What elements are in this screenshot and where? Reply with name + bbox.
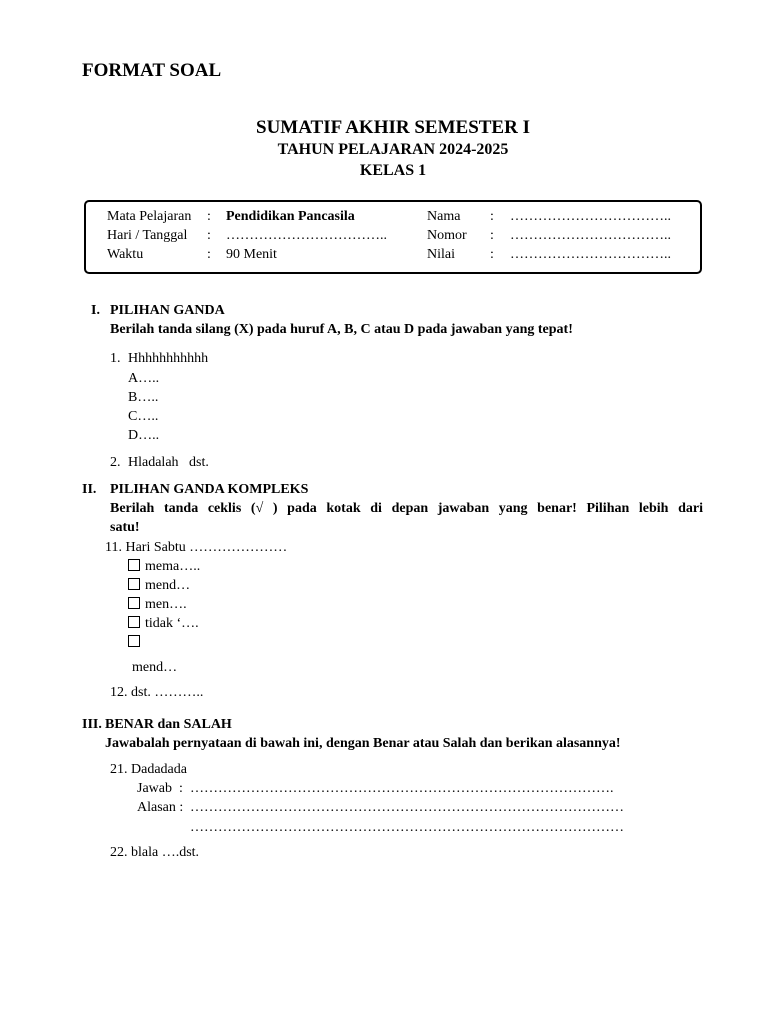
question-21: 21. Dadadada [110, 762, 187, 777]
format-title: FORMAT SOAL [82, 60, 222, 81]
section3-number: III. [82, 717, 102, 732]
jawab-answer-line[interactable]: ………………………………………………………………………………. [190, 781, 614, 796]
checkbox-option-4[interactable] [128, 616, 199, 632]
checkbox-icon[interactable] [128, 616, 140, 628]
question-22: 22. blala ….dst. [110, 845, 200, 860]
number-label: Nomor [427, 228, 467, 243]
checkbox-icon[interactable] [128, 635, 140, 647]
section1-number: I. [91, 303, 100, 318]
checkbox-option-1-label: mema….. [145, 559, 201, 574]
name-colon: : [490, 209, 494, 224]
day-field: …………………………….. [226, 228, 387, 243]
option-a: A….. [128, 371, 160, 386]
checkbox-icon[interactable] [128, 578, 140, 590]
section3-instruction: Jawabalah pernyataan di bawah ini, dengan Benar atau Salah dan berikan alasannya! [105, 736, 621, 751]
alasan-label: Alasan : [137, 800, 184, 815]
checkbox-option-3-label: men…. [145, 597, 187, 612]
question-2-text: Hladalah dst. [128, 455, 209, 470]
section2-instruction-line1: Berilah tanda ceklis (√ ) pada kotak di depan jawaban yang benar! Pilihan lebih dari [110, 501, 703, 516]
day-label: Hari / Tanggal [107, 228, 188, 243]
checkbox-option-2-label: mend… [145, 578, 191, 593]
question-2-number: 2. [110, 455, 121, 470]
question-1-text: Hhhhhhhhhhh [128, 351, 209, 366]
question-12: 12. dst. ……….. [110, 685, 204, 700]
checkbox-option-4-label: tidak ‘…. [145, 616, 199, 631]
subject-label: Mata Pelajaran [107, 209, 192, 224]
time-value: 90 Menit [226, 247, 277, 262]
section3-title: BENAR dan SALAH [105, 717, 232, 732]
checkbox-option-3[interactable] [128, 597, 187, 613]
checkbox-option-1[interactable] [128, 559, 200, 575]
score-colon: : [490, 247, 494, 262]
section1-title: PILIHAN GANDA [110, 303, 225, 318]
number-colon: : [490, 228, 494, 243]
checkbox-option-2[interactable] [128, 578, 190, 594]
section1-instruction: Berilah tanda silang (X) pada huruf A, B, C atau D pada jawaban yang tepat! [110, 322, 573, 337]
checkbox-option-5[interactable] [128, 635, 145, 651]
extra-option-text: mend… [132, 660, 178, 675]
time-label: Waktu [107, 247, 144, 262]
academic-year: TAHUN PELAJARAN 2024-2025 [277, 141, 509, 158]
class-label: KELAS 1 [359, 162, 427, 179]
checkbox-icon[interactable] [128, 559, 140, 571]
section2-instruction-line2: satu! [110, 520, 140, 535]
subject-value: Pendidikan Pancasila [226, 209, 355, 224]
score-field: …………………………….. [510, 247, 671, 262]
score-label: Nilai [427, 247, 455, 262]
alasan-answer-line-1[interactable]: ………………………………………………………………………………… [190, 800, 624, 815]
subject-colon: : [207, 209, 211, 224]
option-d: D….. [128, 428, 160, 443]
day-colon: : [207, 228, 211, 243]
alasan-answer-line-2[interactable]: ………………………………………………………………………………… [190, 820, 624, 835]
question-11: 11. Hari Sabtu ………………… [105, 540, 288, 555]
checkbox-icon[interactable] [128, 597, 140, 609]
section2-title: PILIHAN GANDA KOMPLEKS [110, 482, 309, 497]
time-colon: : [207, 247, 211, 262]
option-b: B….. [128, 390, 159, 405]
section2-number: II. [82, 482, 97, 497]
exam-title: SUMATIF AKHIR SEMESTER I [256, 117, 530, 138]
question-1-number: 1. [110, 351, 121, 366]
number-field: …………………………….. [510, 228, 671, 243]
option-c: C….. [128, 409, 159, 424]
student-info-box [84, 200, 702, 274]
jawab-label: Jawab : [137, 781, 183, 796]
name-label: Nama [427, 209, 461, 224]
name-field: …………………………….. [510, 209, 671, 224]
